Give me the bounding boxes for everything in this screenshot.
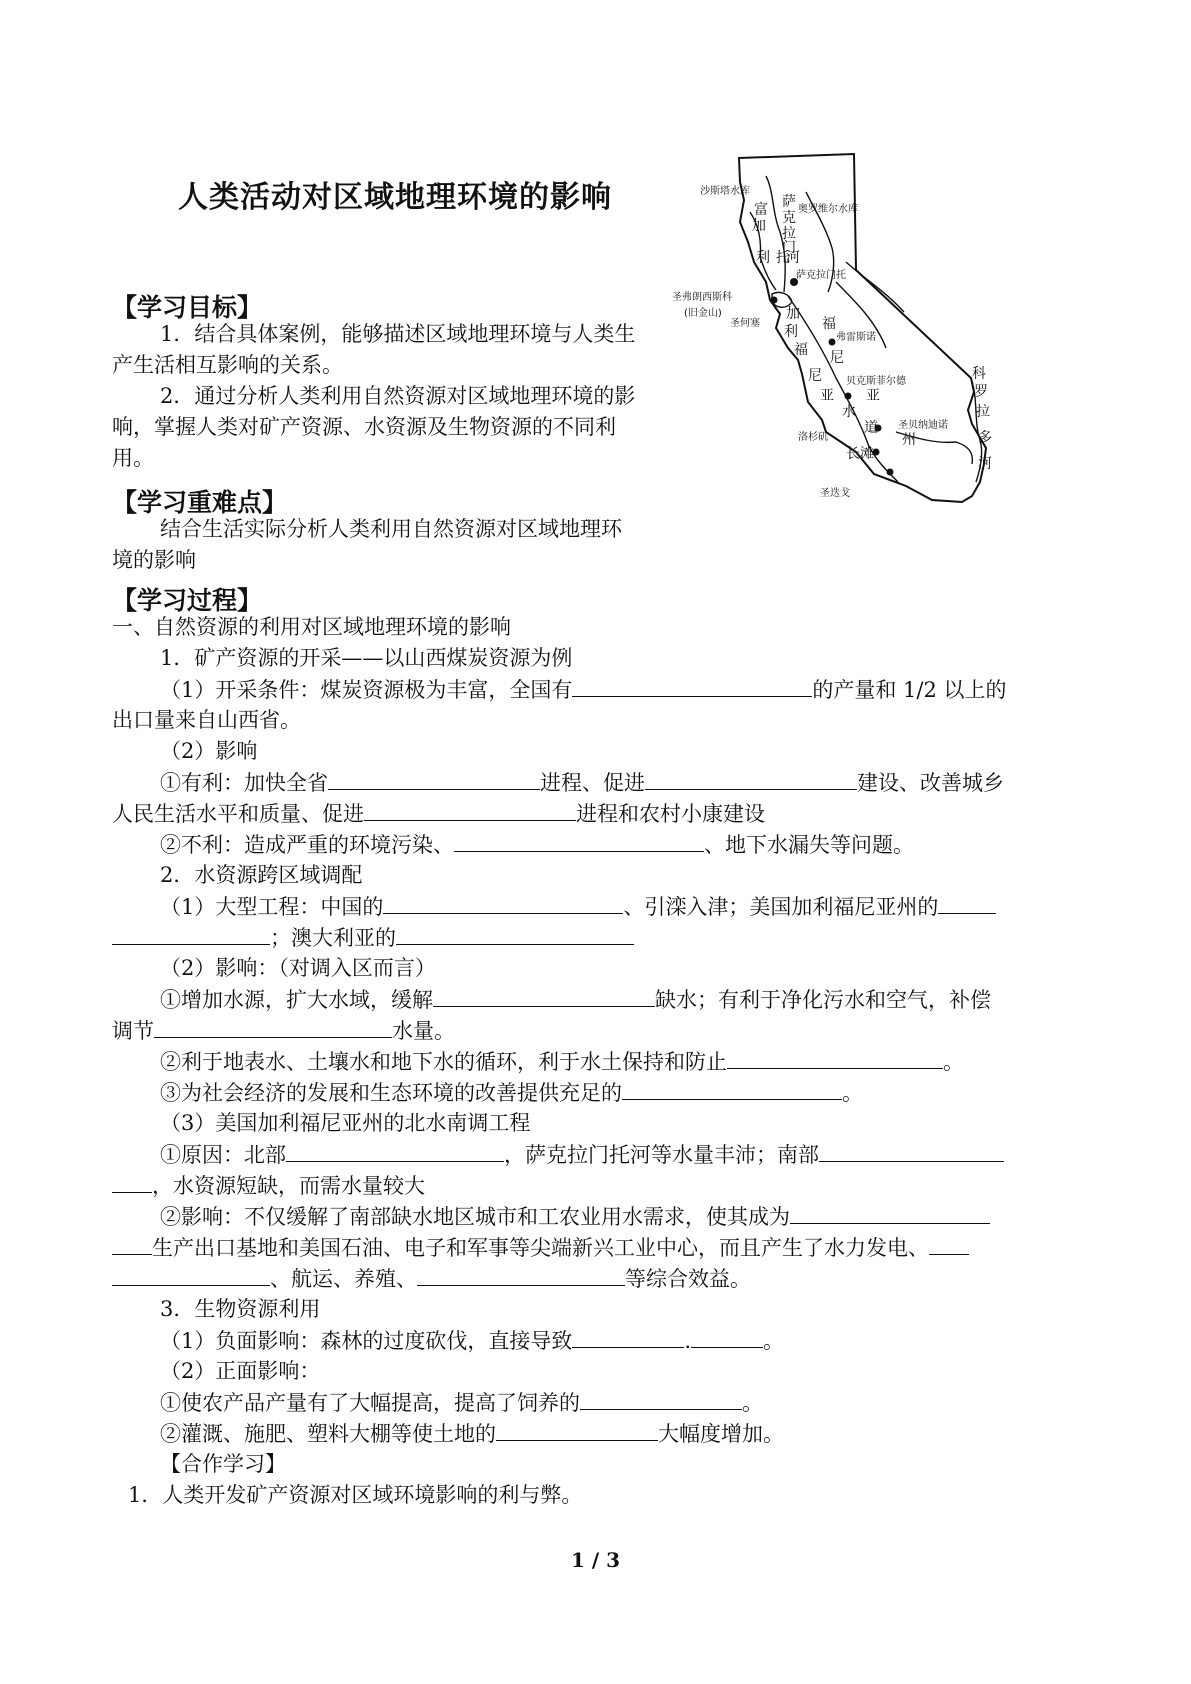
label-longbeach: 长滩	[846, 446, 874, 462]
label-sac-3: 拉	[782, 226, 796, 242]
blank-deforest-1[interactable]	[572, 1325, 684, 1348]
key-points-line2: 境的影响	[112, 548, 196, 572]
bio-positive-1: ①使农产品产量有了大幅提高，提高了饲养的 。	[160, 1387, 763, 1418]
blank-prevent[interactable]	[727, 1046, 943, 1069]
page-number: 1 / 3	[570, 1548, 621, 1572]
label-fresno: 弗雷斯诺	[836, 332, 876, 343]
label-colorado-1: 科	[972, 366, 986, 382]
blank-south-a[interactable]	[819, 1139, 1004, 1162]
key-points-heading: 【学习重难点】	[112, 488, 288, 517]
blank-ca-project-a[interactable]	[938, 891, 996, 914]
label-aqueduct-2: 道	[864, 420, 878, 436]
key-points-line1: 结合生活实际分析人类利用自然资源对区域地理环	[160, 517, 622, 541]
label-sf: 圣弗朗西斯科	[672, 292, 732, 303]
water-project-line: （1）大型工程：中国的 、引滦入津；美国加利福尼亚州的	[160, 891, 996, 922]
ca-effect-line3: 、航运、养殖、 等综合效益。	[112, 1263, 751, 1294]
objective-1-line1: 1．结合具体案例，能够描述区域地理环境与人类生	[160, 322, 636, 346]
blank-base-a[interactable]	[790, 1201, 990, 1224]
label-colorado-2: 罗	[974, 384, 988, 400]
label-state-5: 亚	[820, 388, 834, 404]
label-sanjose: 圣何塞	[730, 318, 760, 329]
process-heading: 【学习过程】	[112, 586, 263, 615]
water-impact-1-line2: 调节 水量。	[112, 1015, 455, 1046]
bio-title: 3．生物资源利用	[160, 1297, 321, 1321]
mineral-favorable-line: ①有利：加快全省 进程、促进 建设、改善城乡	[160, 767, 1004, 798]
blank-deforest-2[interactable]	[691, 1325, 763, 1348]
label-sac-1: 萨	[782, 194, 796, 210]
mineral-favorable-line2: 人民生活水平和质量、促进 进程和农村小康建设	[112, 798, 765, 829]
california-map	[672, 152, 1088, 544]
water-impact-3: ③为社会经济的发展和生态环境的改善提供充足的 。	[160, 1077, 863, 1108]
label-ni2: 尼	[830, 350, 844, 366]
label-colorado-5: 河	[978, 456, 992, 472]
label-state-3: 福	[794, 342, 808, 358]
blank-fav-3[interactable]	[364, 798, 576, 821]
label-bakersfield: 贝克斯菲尔德	[846, 376, 906, 387]
label-sanbern: 圣贝纳迪诺	[898, 420, 948, 431]
water-title: 2．水资源跨区域调配	[160, 863, 363, 887]
blank-sufficient[interactable]	[622, 1077, 842, 1100]
coop-question-1: 1．人类开发矿产资源对区域环境影响的利与弊。	[128, 1483, 583, 1507]
coop-heading: 【合作学习】	[160, 1452, 286, 1476]
label-state-4: 尼	[808, 368, 822, 384]
mineral-condition-line2: 出口量来自山西省。	[112, 708, 301, 732]
label-oroville: 奥罗维尔水库	[798, 204, 858, 215]
label-jia-n: 加	[752, 218, 766, 234]
objective-1-line2: 产生活相互影响的关系。	[112, 353, 343, 377]
page-title: 人类活动对区域地理环境的影响	[178, 180, 612, 215]
blank-benefit-c[interactable]	[417, 1263, 625, 1286]
label-la: 洛杉矶	[798, 432, 828, 443]
objective-2-line3: 用。	[112, 446, 154, 470]
blank-benefit-b[interactable]	[112, 1263, 270, 1286]
label-sac-6: 河	[786, 250, 800, 266]
blank-water-shortage[interactable]	[433, 984, 655, 1007]
label-sacramento: 萨克拉门托	[796, 270, 846, 281]
blank-base-b[interactable]	[112, 1232, 152, 1255]
label-aqueduct-1: 水	[842, 404, 856, 420]
water-project-line2: ；澳大利亚的	[112, 922, 634, 953]
label-ya2: 亚	[866, 388, 880, 404]
water-impact-title: （2）影响：（对调入区而言）	[160, 956, 436, 980]
ca-effect-line: ②影响：不仅缓解了南部缺水地区城市和工农业用水需求，使其成为	[160, 1201, 990, 1232]
bio-positive-2: ②灌溉、施肥、塑料大棚等使土地的 大幅度增加。	[160, 1418, 784, 1449]
label-fu2: 福	[822, 316, 836, 332]
label-zhou: 州	[902, 432, 916, 448]
ca-reason-line: ①原因：北部 ，萨克拉门托河等水量丰沛；南部	[160, 1139, 1004, 1170]
label-shasta: 沙斯塔水库	[700, 186, 750, 197]
label-sac-4: 门	[782, 240, 796, 256]
ca-effect-line2: 生产出口基地和美国石油、电子和军事等尖端新兴工业中心，而且产生了水力发电、	[112, 1232, 969, 1263]
label-fu: 富	[754, 202, 768, 218]
blank-fav-1[interactable]	[328, 767, 540, 790]
objective-2-line2: 响，掌握人类对矿产资源、水资源及生物资源的不同利	[112, 415, 616, 439]
blank-water-regulate[interactable]	[154, 1015, 392, 1038]
label-sac-5: 托	[776, 250, 790, 266]
blank-benefit-a[interactable]	[929, 1232, 969, 1255]
blank-south-b[interactable]	[112, 1170, 152, 1193]
mineral-title: 1．矿产资源的开采——以山西煤炭资源为例	[160, 646, 573, 670]
objective-2-line1: 2．通过分析人类利用自然资源对区域地理环境的影	[160, 384, 636, 408]
water-impact-2: ②利于地表水、土壤水和地下水的循环，利于水土保持和防止 。	[160, 1046, 964, 1077]
mineral-unfavorable-line: ②不利：造成严重的环境污染、 、地下水漏失等问题。	[160, 829, 914, 860]
label-state-1: 加	[786, 306, 800, 322]
label-sf2: (旧金山)	[684, 308, 722, 319]
section1-title: 一、自然资源的利用对区域地理环境的影响	[112, 615, 511, 639]
label-colorado-4: 多	[978, 430, 992, 446]
ca-project-title: （3）美国加利福尼亚州的北水南调工程	[160, 1111, 531, 1135]
bio-positive-title: （2）正面影响：	[160, 1359, 321, 1383]
label-sandiego: 圣迭戈	[820, 488, 850, 499]
blank-australia-project[interactable]	[396, 922, 634, 945]
blank-ca-project-b[interactable]	[112, 922, 270, 945]
blank-coal-share[interactable]	[572, 674, 812, 697]
label-colorado-3: 拉	[976, 404, 990, 420]
blank-north[interactable]	[286, 1139, 504, 1162]
blank-feeding[interactable]	[580, 1387, 742, 1410]
label-sac-2: 克	[782, 210, 796, 226]
blank-china-project[interactable]	[383, 891, 623, 914]
ca-reason-line2: ，水资源短缺，而需水量较大	[112, 1170, 425, 1201]
blank-unfav[interactable]	[454, 829, 704, 852]
blank-land[interactable]	[496, 1418, 658, 1441]
objectives-heading: 【学习目标】	[112, 293, 263, 322]
label-state-2: 利	[784, 324, 798, 340]
mineral-condition-line: （1）开采条件：煤炭资源极为丰富，全国有 的产量和 1/2 以上的	[160, 674, 1007, 705]
blank-fav-2[interactable]	[645, 767, 857, 790]
label-li-n: 利	[756, 250, 770, 266]
bio-negative-line: （1）负面影响：森林的过度砍伐，直接导致 . 。	[160, 1325, 784, 1356]
mineral-impact-title: （2）影响	[160, 739, 258, 763]
water-impact-1: ①增加水源，扩大水域，缓解 缺水；有利于净化污水和空气，补偿	[160, 984, 991, 1015]
